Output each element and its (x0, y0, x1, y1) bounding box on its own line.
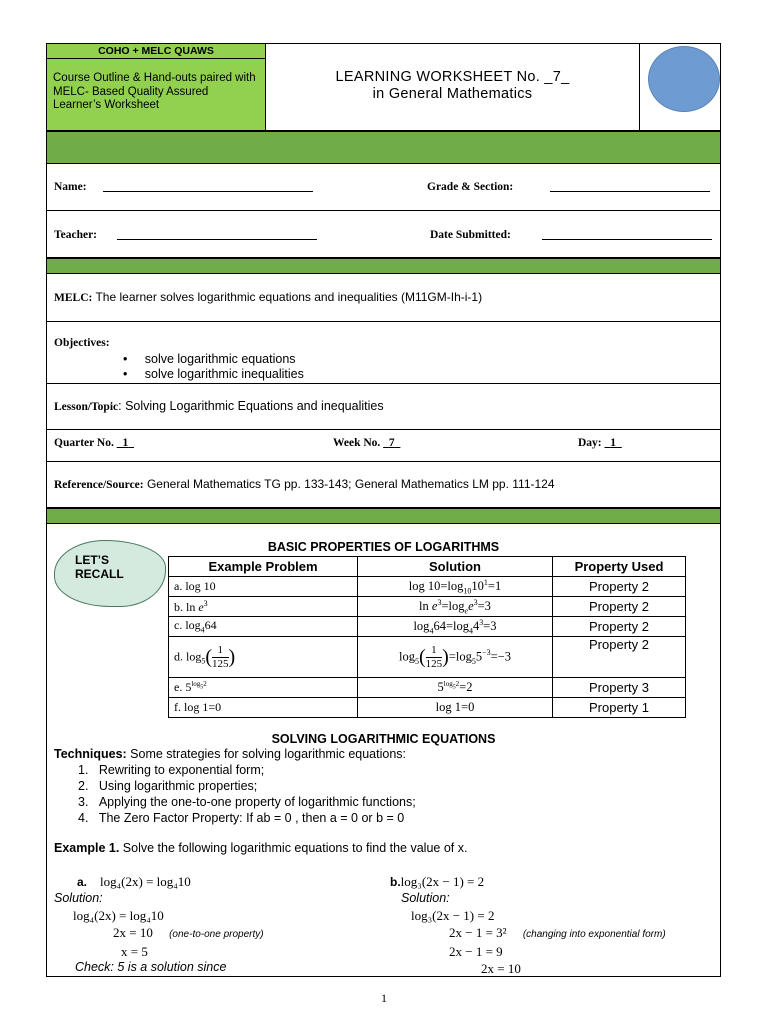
objective-item: • solve logarithmic inequalities (123, 367, 304, 381)
problem-cell: f. log 1=0 (169, 698, 358, 718)
step-note: (one-to-one property) (169, 929, 264, 940)
table-row (169, 637, 686, 678)
logo-circle-icon (648, 46, 720, 112)
melc-row (47, 274, 720, 322)
table-row (169, 577, 686, 597)
solution-cell: $\log_5$( $\frac{1}{125}$ )$=\log_55^{-3}=-3$ (358, 637, 553, 678)
property-cell: Property 2 (553, 577, 686, 597)
example-b-equation: b.log₃(2x − 1) = 2 (390, 874, 485, 889)
column-header: Solution (358, 557, 553, 577)
property-cell: Property 1 (553, 698, 686, 718)
teacher-field[interactable] (117, 230, 317, 240)
lesson-row (47, 384, 720, 430)
date-label: Date Submitted: (430, 229, 511, 241)
name-label: Name: (54, 181, 87, 193)
solution-cell: $5^{log_52}=2$ (358, 678, 553, 698)
course-outline-text: Course Outline & Hand-outs paired with MELC- Based Quality Assured Learner’s Worksheet (47, 59, 265, 130)
worksheet (46, 43, 721, 977)
example-1-heading: Example 1. Solve the following logarithmic equations to find the value of x. (54, 841, 468, 855)
week-value: 7 (388, 437, 395, 449)
worksheet-title (266, 44, 639, 131)
basic-properties-title: BASIC PROPERTIES OF LOGARITHMS (267, 540, 500, 554)
teacher-label: Teacher: (54, 229, 98, 241)
grade-field[interactable] (550, 182, 710, 192)
example-b-solution-label: Solution: (401, 891, 450, 905)
solution-cell: $\log 10=\log_{10}10^1=1$ (358, 577, 553, 597)
date-field[interactable] (542, 230, 712, 240)
techniques-intro: Some strategies for solving logarithmic equations: (126, 747, 407, 761)
course-outline-box (47, 44, 266, 131)
property-cell: Property 3 (553, 678, 686, 698)
reference-text: General Mathematics TG pp. 133-143; General Mathematics LM pp. 111-124 (146, 477, 555, 491)
property-cell: Property 2 (553, 617, 686, 637)
name-row (47, 164, 720, 211)
example-a-check: Check: 5 is a solution since (75, 960, 227, 974)
objectives-label: Objectives: (54, 337, 110, 349)
week-label: Week No. (333, 437, 381, 449)
example-a-steps (73, 907, 264, 960)
solution-cell: $\ln e^3=\log_ee^3=3$ (358, 597, 553, 617)
solution-cell: log 1=0 (358, 698, 553, 718)
teacher-row (47, 211, 720, 258)
step-line: log₄(2x) = log₄10 (73, 908, 164, 923)
example-a-equation: a. log₄(2x) = log₄10 (77, 874, 191, 889)
objective-item: • solve logarithmic equations (123, 352, 296, 366)
objectives-row (47, 322, 720, 384)
day-value: 1 (610, 437, 617, 449)
logo-box (639, 44, 720, 131)
quarter-row (47, 430, 720, 462)
lesson-label: Lesson/Topic (54, 401, 119, 413)
step-line: 2x − 1 = 9 (449, 944, 503, 959)
problem-cell: d. $\log_5$( $\frac{1}{125}$ ) (169, 637, 358, 678)
lets-recall-badge: LET’S RECALL (54, 540, 166, 607)
solution-cell: $\log_464=\log_44^3=3$ (358, 617, 553, 637)
step-note: (changing into exponential form) (522, 929, 666, 940)
example-b-steps (411, 907, 666, 977)
lesson-text: : Solving Logarithmic Equations and inequalities (118, 399, 384, 413)
properties-table (168, 556, 686, 718)
technique-item: 2. Using logarithmic properties; (78, 779, 258, 793)
step-line: 2x = 10 (481, 961, 521, 976)
green-divider (47, 508, 720, 524)
table-row (169, 597, 686, 617)
step-line: 2x − 1 = 3² (449, 925, 507, 940)
techniques-label: Techniques: (54, 747, 127, 761)
green-divider (47, 258, 720, 274)
green-divider (47, 131, 720, 164)
name-field[interactable] (103, 182, 313, 192)
problem-cell: e. $5^{log_52}$ (169, 678, 358, 698)
reference-row (47, 462, 720, 508)
quarter-label: Quarter No. (54, 437, 114, 449)
day-label: Day: (578, 437, 602, 449)
technique-item: 3. Applying the one-to-one property of logarithmic functions; (78, 795, 416, 809)
example-a-solution-label: Solution: (54, 891, 103, 905)
property-cell: Property 2 (553, 597, 686, 617)
title-line-2: in General Mathematics (372, 86, 533, 102)
step-line: x = 5 (121, 944, 148, 959)
table-row (169, 617, 686, 637)
technique-item: 1. Rewriting to exponential form; (78, 763, 265, 777)
table-row (169, 678, 686, 698)
page-number: 1 (381, 991, 387, 1005)
table-row (169, 698, 686, 718)
techniques-block (54, 746, 416, 826)
property-cell: Property 2 (553, 637, 686, 678)
quarter-value: 1 (122, 437, 129, 449)
problem-cell: b. $\ln e^3$ (169, 597, 358, 617)
technique-item: 4. The Zero Factor Property: If ab = 0 , then a = 0 or b = 0 (78, 811, 405, 825)
program-badge: COHO + MELC QUAWS (47, 44, 265, 59)
objectives-list (123, 352, 304, 382)
problem-cell: a. log 10 (169, 577, 358, 597)
table-header-row (169, 557, 686, 577)
step-line: log₃(2x − 1) = 2 (411, 908, 495, 923)
melc-text: The learner solves logarithmic equations and inequalities (M11GM-Ih-i-1) (95, 290, 483, 304)
step-line: 2x = 10 (113, 925, 153, 940)
reference-label: Reference/Source: (54, 479, 144, 491)
column-header: Property Used (553, 557, 686, 577)
melc-label: MELC: (54, 292, 93, 304)
grade-label: Grade & Section: (427, 181, 514, 193)
column-header: Example Problem (169, 557, 358, 577)
problem-cell: c. $\log_464$ (169, 617, 358, 637)
title-line-1: LEARNING WORKSHEET No. _7_ (335, 69, 570, 85)
solving-title: SOLVING LOGARITHMIC EQUATIONS (271, 732, 496, 746)
